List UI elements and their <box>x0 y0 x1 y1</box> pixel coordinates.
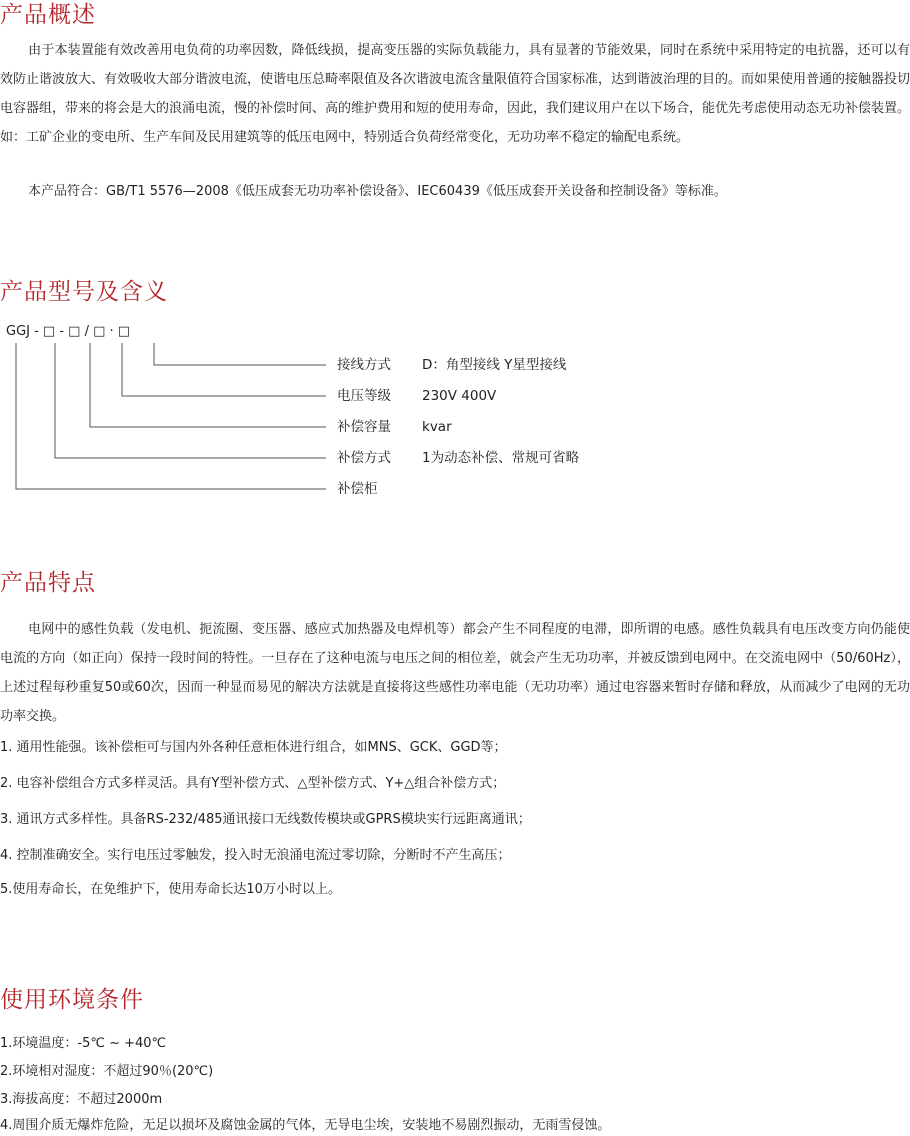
env-item-1: 1.环境温度：-5℃ ~ +40℃ <box>0 1036 167 1051</box>
legend-label-mode: 补偿方式 <box>337 450 391 466</box>
feature-item-3: 3. 通讯方式多样性。具备RS-232/485通讯接口无线数传模块或GPRS模块实行远距离通讯； <box>0 812 531 827</box>
bracket-line-mode <box>55 343 326 458</box>
legend-label-capacity: 补偿容量 <box>337 419 391 435</box>
feature-item-2: 2. 电容补偿组合方式多样灵活。具有Y型补偿方式、△型补偿方式、Y+△组合补偿方式； <box>0 776 506 791</box>
bracket-line-voltage <box>122 343 326 396</box>
legend-label-voltage: 电压等级 <box>337 388 391 404</box>
section-title-overview: 产品概述 <box>0 2 96 28</box>
features-text: 电网中的感性负载（发电机、扼流圈、变压器、感应式加热器及电焊机等）都会产生不同程度的电滞，即所谓的电感。感性负载具有电压改变方向仍能使电流的方向（如正向）保持一段时间的特性。一旦存在了这种电流与电压之间的相位差，就会产生无功功率，并被反馈到电网中。在交流电网中（50/60Hz），上述过程每秒重复50或60次，因而一种显而易见的解决方法就是直接将这些感性功率电能（无功功率）通过电容器来暂时存储和释放，从而减少了电网的无功功率交换。 <box>0 622 910 724</box>
legend-value-mode: 1为动态补偿、常规可省略 <box>422 450 580 466</box>
bracket-line-capacity <box>90 343 326 427</box>
feature-item-1: 1. 通用性能强。该补偿柜可与国内外各种任意柜体进行组合，如MNS、GCK、GGD等； <box>0 740 507 755</box>
env-item-2: 2.环境相对湿度：不超过90％(20℃) <box>0 1064 214 1079</box>
legend-label-cabinet: 补偿柜 <box>337 481 378 497</box>
legend-value-capacity: kvar <box>422 419 452 435</box>
section-title-model: 产品型号及含义 <box>0 279 168 305</box>
model-code: GGJ - □ - □ / □ · □ <box>6 324 131 339</box>
model-code-diagram-lines <box>0 0 910 500</box>
legend-label-wiring: 接线方式 <box>337 357 391 373</box>
section-title-environment: 使用环境条件 <box>0 987 144 1013</box>
feature-item-5: 5.使用寿命长，在免维护下，使用寿命长达10万小时以上。 <box>0 882 341 897</box>
bracket-line-wiring <box>154 343 326 365</box>
legend-value-voltage: 230V 400V <box>422 388 497 404</box>
section-title-features: 产品特点 <box>0 570 96 596</box>
env-item-4: 4.周围介质无爆炸危险，无足以损坏及腐蚀金属的气体，无导电尘埃，安装地不易剧烈振动，无雨雪侵蚀。 <box>0 1118 611 1133</box>
overview-text: 由于本装置能有效改善用电负荷的功率因数，降低线损，提高变压器的实际负载能力，具有显著的节能效果，同时在系统中采用特定的电抗器，还可以有效防止谐波放大、有效吸收大部分谐波电流，使谐电压总畸率限值及各次谐波电流含量限值符合国家标准，达到谐波治理的目的。而如果使用普通的接触器投切电容器组，带来的将会是大的浪涌电流，慢的补偿时间、高的维护费用和短的使用寿命，因此，我们建议用户在以下场合，能优先考虑使用动态无功补偿装置。如：工矿企业的变电所、生产车间及民用建筑等的低压电网中，特别适合负荷经常变化，无功功率不稳定的输配电系统。 <box>0 43 910 145</box>
features-paragraph <box>0 615 910 731</box>
legend-value-wiring: D：角型接线 Y星型接线 <box>422 357 567 373</box>
feature-item-4: 4. 控制准确安全。实行电压过零触发，投入时无浪涌电流过零切除，分断时不产生高压； <box>0 848 511 863</box>
env-item-3: 3.海拔高度：不超过2000m <box>0 1092 163 1107</box>
standards-line: 本产品符合：GB/T1 5576—2008《低压成套无功功率补偿设备》、IEC60439《低压成套开关设备和控制设备》等标准。 <box>28 184 727 199</box>
